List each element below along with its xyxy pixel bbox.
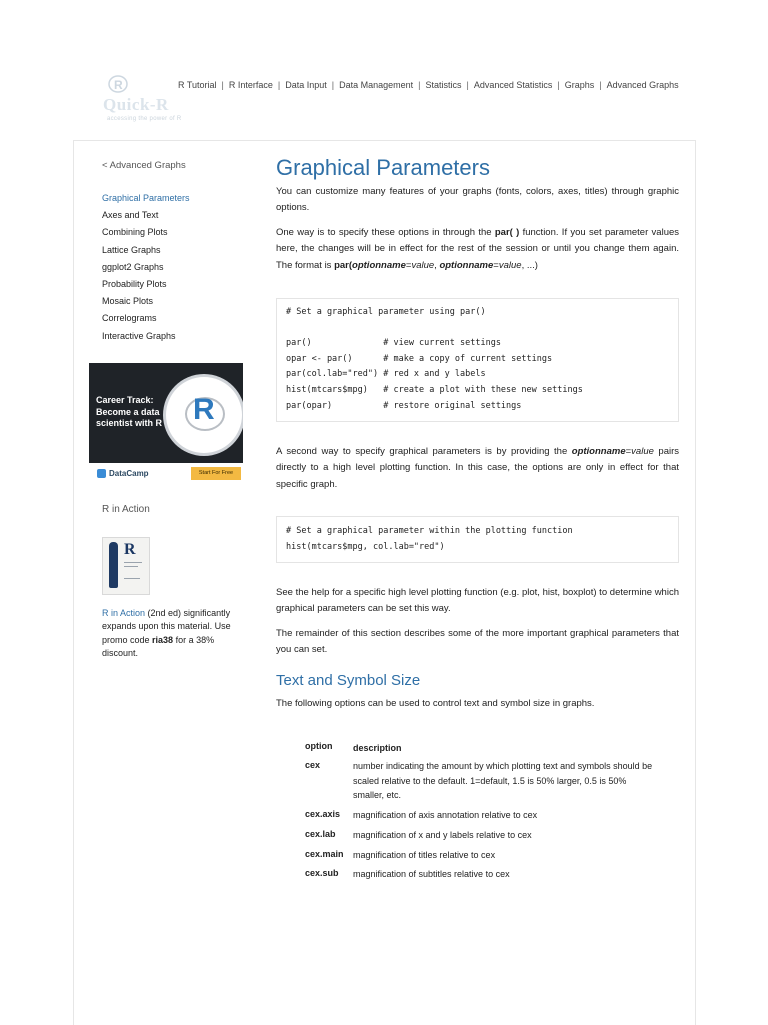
r-logo-icon bbox=[107, 73, 129, 95]
datacamp-brand: DataCamp bbox=[109, 469, 149, 478]
book-title-letter: R bbox=[124, 541, 136, 558]
nav-graphs[interactable]: Graphs bbox=[564, 80, 595, 90]
format-separator: , bbox=[434, 259, 440, 271]
promo-text: for a 38% discount. bbox=[102, 634, 215, 658]
sidebar-item-correlograms[interactable]: Correlograms bbox=[102, 313, 157, 324]
code-line: hist(mtcars$mpg) # create a plot with these new settings bbox=[286, 385, 583, 395]
help-paragraph: See the help for a specific high level plotting function (e.g. plot, hist, boxplot) to determine which graphical parameters can be set this way. bbox=[276, 587, 679, 615]
table-description-cex-axis: magnification of axis annotation relative to cex bbox=[353, 810, 538, 820]
page-title: Graphical Parameters bbox=[276, 155, 490, 180]
nav-separator: | bbox=[599, 80, 602, 90]
datacamp-ad-banner[interactable] bbox=[89, 363, 243, 485]
table-description-cex-lab: magnification of x and y labels relative to cex bbox=[353, 830, 532, 840]
nav-separator: | bbox=[221, 80, 224, 90]
ad-image bbox=[89, 363, 243, 463]
ad-headline-line: Become a data bbox=[96, 406, 160, 417]
code-block-par[interactable] bbox=[276, 298, 679, 422]
datacamp-logo-icon bbox=[97, 469, 106, 478]
remainder-paragraph: The remainder of this section describes some of the more important graphical parameters that you can set. bbox=[276, 628, 679, 656]
paragraph-text: pairs directly to a high level plotting function. In this case, the options are only in effect for that specific graph. bbox=[276, 446, 679, 490]
section-title-text-and-symbol-size: Text and Symbol Size bbox=[276, 672, 421, 689]
book-cover-line bbox=[124, 562, 142, 563]
section-intro-paragraph: The following options can be used to control text and symbol size in graphs. bbox=[276, 698, 595, 709]
sidebar-item-combining-plots[interactable]: Combining Plots bbox=[102, 227, 168, 238]
format-optionname: optionname bbox=[352, 259, 406, 271]
back-to-advanced-graphs-link[interactable]: < Advanced Graphs bbox=[102, 160, 186, 171]
table-description-cex-sub: magnification of subtitles relative to cex bbox=[353, 869, 510, 879]
code-line: par() # view current settings bbox=[286, 338, 501, 348]
table-description-cex-main: magnification of titles relative to cex bbox=[353, 850, 496, 860]
ad-footer bbox=[89, 463, 243, 485]
r-in-action-promo bbox=[102, 607, 242, 660]
par-function-paragraph bbox=[276, 225, 679, 274]
r-letter-icon: R bbox=[193, 393, 215, 426]
optionname-term: optionname bbox=[571, 446, 626, 457]
table-option-cex-lab: cex.lab bbox=[305, 829, 336, 839]
sidebar-item-probability-plots[interactable]: Probability Plots bbox=[102, 278, 167, 289]
sidebar-item-axes-and-text[interactable]: Axes and Text bbox=[102, 210, 159, 221]
table-description-cex: number indicating the amount by which plotting text and symbols should be scaled relative to the default. 1=default, 1.5 is 50% larger, 0.5 is 50% smaller, etc. bbox=[353, 761, 653, 801]
table-option-cex: cex bbox=[305, 760, 321, 770]
nav-separator: | bbox=[331, 80, 335, 90]
code-line: opar <- par() # make a copy of current settings bbox=[286, 354, 553, 364]
promo-text: (2nd ed) significantly expands upon this material. Use promo code bbox=[102, 608, 231, 645]
promo-code: ria38 bbox=[152, 634, 174, 645]
book-cover-line bbox=[124, 578, 140, 579]
nav-separator: | bbox=[277, 80, 281, 90]
code-line: par(opar) # restore original settings bbox=[286, 401, 522, 411]
sidebar-item-ggplot2-graphs[interactable]: ggplot2 Graphs bbox=[102, 261, 164, 272]
ad-headline-line: Career Track: bbox=[96, 395, 154, 405]
site-logo[interactable] bbox=[103, 73, 182, 127]
format-value: value bbox=[498, 259, 522, 271]
code-line: hist(mtcars$mpg, col.lab="red") bbox=[286, 542, 445, 552]
ad-headline bbox=[96, 395, 162, 430]
table-header-option: option bbox=[305, 741, 333, 751]
nav-data-input[interactable]: Data Input bbox=[285, 80, 327, 90]
code-line: par(col.lab="red") # red x and y labels bbox=[286, 369, 486, 379]
ad-headline-line: scientist with R bbox=[96, 418, 163, 428]
nav-advanced-graphs[interactable]: Advanced Graphs bbox=[606, 80, 679, 90]
sidebar-menu bbox=[102, 192, 190, 347]
nav-separator: | bbox=[466, 80, 469, 90]
nav-advanced-statistics[interactable]: Advanced Statistics bbox=[473, 80, 553, 90]
nav-statistics[interactable]: Statistics bbox=[425, 80, 462, 90]
top-navigation bbox=[178, 80, 679, 90]
code-line: # Set a graphical parameter within the plotting function bbox=[286, 526, 573, 536]
format-par: par( bbox=[334, 259, 353, 271]
paragraph-text: A second way to specify graphical parameters is by providing the bbox=[276, 446, 572, 457]
paragraph-text: One way is to specify these options in through the bbox=[276, 227, 495, 238]
intro-paragraph: You can customize many features of your graphs (fonts, colors, axes, titles) through graphic options. bbox=[276, 186, 679, 214]
logo-wordmark: Quick-R bbox=[103, 95, 169, 114]
code-line: # Set a graphical parameter using par() bbox=[286, 307, 486, 317]
r-in-action-heading: R in Action bbox=[102, 504, 150, 515]
sidebar-item-mosaic-plots[interactable]: Mosaic Plots bbox=[102, 296, 154, 307]
format-optionname: optionname bbox=[439, 259, 494, 271]
value-term: value bbox=[631, 446, 654, 457]
nav-separator: | bbox=[557, 80, 560, 90]
book-figure-illustration bbox=[109, 542, 118, 588]
second-way-paragraph bbox=[276, 444, 679, 493]
code-block-hist[interactable] bbox=[276, 516, 679, 563]
sidebar-item-lattice-graphs[interactable]: Lattice Graphs bbox=[102, 244, 161, 255]
table-option-cex-axis: cex.axis bbox=[305, 809, 341, 819]
book-cover-line bbox=[124, 566, 138, 567]
nav-r-interface[interactable]: R Interface bbox=[228, 80, 273, 90]
table-option-cex-main: cex.main bbox=[305, 849, 344, 859]
nav-r-tutorial[interactable]: R Tutorial bbox=[178, 80, 217, 90]
r-in-action-link[interactable]: R in Action bbox=[102, 608, 146, 618]
sidebar-item-interactive-graphs[interactable]: Interactive Graphs bbox=[102, 330, 176, 341]
format-equals: = bbox=[405, 259, 412, 271]
logo-tagline: accessing the power of R bbox=[107, 116, 182, 122]
par-function-name: par( ) bbox=[494, 227, 520, 238]
r-in-action-book-cover[interactable] bbox=[102, 537, 150, 595]
nav-data-management[interactable]: Data Management bbox=[339, 80, 414, 90]
nav-separator: | bbox=[418, 80, 421, 90]
table-header-description: description bbox=[353, 743, 402, 753]
format-end: , ...) bbox=[521, 259, 538, 271]
sidebar-item-graphical-parameters[interactable]: Graphical Parameters bbox=[102, 193, 190, 203]
table-option-cex-sub: cex.sub bbox=[305, 868, 339, 878]
equals-sign: = bbox=[625, 446, 632, 457]
format-value: value bbox=[411, 259, 435, 271]
svg-text:R: R bbox=[114, 78, 123, 92]
start-for-free-button[interactable]: Start For Free bbox=[191, 467, 241, 480]
format-equals: = bbox=[493, 259, 499, 271]
paragraph-text: function. If you set parameter values here, the changes will be in effect for the rest of the session or until you change them again. The format is bbox=[276, 227, 680, 271]
